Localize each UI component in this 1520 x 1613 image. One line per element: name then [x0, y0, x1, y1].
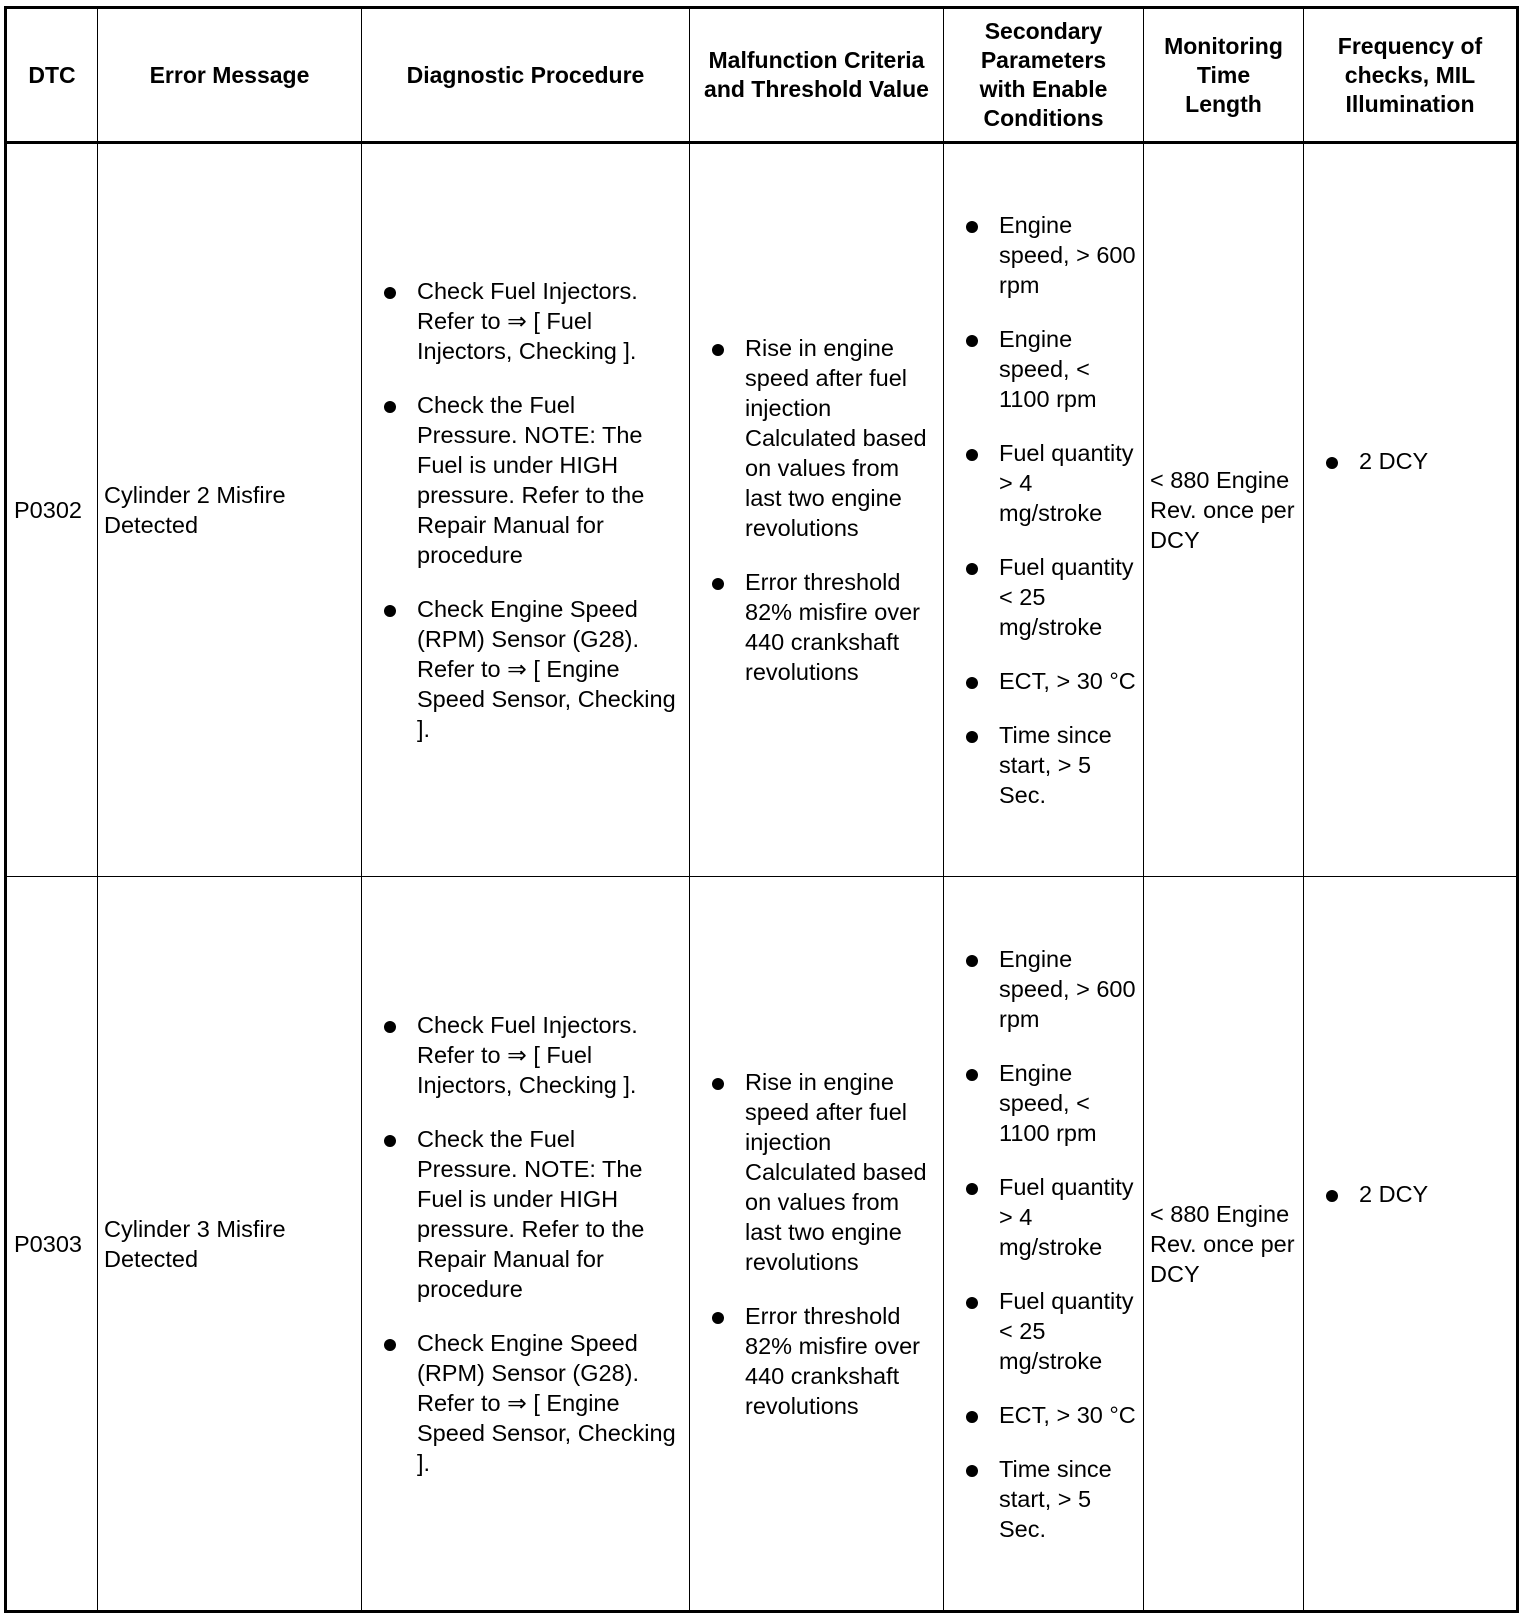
malfunction-criterion — [745, 1301, 937, 1421]
diagnostic-step-text: Check Fuel Injectors. Refer to ⇒ [ Fuel Injectors, Checking ]. — [417, 278, 638, 364]
dtc-table — [4, 6, 1519, 1613]
diagnostic-step — [417, 1010, 677, 1100]
header-frequency: Frequency of checks, MIL Illumination — [1304, 8, 1518, 143]
monitoring-time-cell: < 880 Engine Rev. once per DCY — [1144, 143, 1304, 877]
frequency-wrapper — [1304, 877, 1516, 1209]
diagnostic-step-text: Check the Fuel Pressure. NOTE: The Fuel is under HIGH pressure. Refer to the Repair Manual for procedure — [417, 1125, 645, 1302]
bullet-icon — [966, 955, 978, 967]
enable-condition-text: Fuel quantity < 25 mg/stroke — [999, 554, 1134, 640]
frequency-item-list — [1304, 446, 1516, 476]
bullet-icon — [384, 287, 396, 299]
diagnostic-step — [417, 1124, 677, 1304]
frequency-item-list — [1304, 1179, 1516, 1209]
bullet-icon — [966, 1297, 978, 1309]
enable-condition-text: Time since start, > 5 Sec. — [999, 722, 1112, 808]
enable-condition — [999, 1286, 1137, 1376]
header-malfunction-criteria: Malfunction Criteria and Threshold Value — [690, 8, 944, 143]
enable-condition-text: Time since start, > 5 Sec. — [999, 1455, 1112, 1542]
enable-condition — [999, 720, 1137, 810]
bullet-icon — [712, 1312, 724, 1324]
enable-condition-text: Engine speed, > 600 rpm — [999, 212, 1136, 298]
enable-condition-text: Fuel quantity > 4 mg/stroke — [999, 1173, 1134, 1260]
diagnostic-step-list — [362, 276, 689, 744]
enable-condition-text: ECT, > 30 °C — [999, 1401, 1136, 1428]
header-monitoring-time: Monitoring Time Length — [1144, 8, 1304, 143]
diagnostic-step-list — [362, 1010, 689, 1478]
malfunction-criteria-cell — [690, 877, 944, 1612]
frequency-cell — [1304, 143, 1518, 877]
bullet-icon — [966, 335, 978, 347]
bullet-icon — [384, 401, 396, 413]
enable-condition-list — [944, 210, 1143, 810]
bullet-icon — [384, 1339, 396, 1351]
malfunction-criterion-text: Rise in engine speed after fuel injection Calculated based on values from last two engine revolutions — [745, 1068, 927, 1275]
enable-condition — [999, 944, 1137, 1034]
enable-condition-text: Fuel quantity > 4 mg/stroke — [999, 440, 1134, 526]
bullet-icon — [966, 731, 978, 743]
enable-condition — [999, 438, 1137, 528]
enable-condition-text: Fuel quantity < 25 mg/stroke — [999, 1287, 1134, 1374]
bullet-icon — [966, 1183, 978, 1195]
diagnostic-procedure-cell — [362, 877, 690, 1612]
header-diagnostic-procedure: Diagnostic Procedure — [362, 8, 690, 143]
malfunction-criterion-text: Error threshold 82% misfire over 440 crankshaft revolutions — [745, 1302, 920, 1419]
frequency-item — [1359, 1179, 1516, 1209]
error-message-cell: Cylinder 3 Misfire Detected — [98, 877, 362, 1612]
bullet-icon — [1326, 1190, 1338, 1202]
malfunction-criterion-text: Error threshold 82% misfire over 440 crankshaft revolutions — [745, 569, 920, 685]
enable-condition-text: ECT, > 30 °C — [999, 668, 1136, 694]
error-message-cell: Cylinder 2 Misfire Detected — [98, 143, 362, 877]
enable-condition — [999, 210, 1137, 300]
monitoring-time-cell: < 880 Engine Rev. once per DCY — [1144, 877, 1304, 1612]
bullet-icon — [966, 1411, 978, 1423]
malfunction-criterion — [745, 567, 937, 687]
header-error-message: Error Message — [98, 8, 362, 143]
malfunction-criterion-list — [690, 1067, 943, 1421]
enable-condition — [999, 1454, 1137, 1544]
diagnostic-step — [417, 276, 677, 366]
header-dtc: DTC — [6, 8, 98, 143]
header-row — [6, 8, 1518, 143]
frequency-item-text: 2 DCY — [1359, 448, 1429, 474]
frequency-item — [1359, 446, 1516, 476]
bullet-icon — [712, 344, 724, 356]
dtc-cell: P0303 — [6, 877, 98, 1612]
bullet-icon — [1326, 457, 1338, 469]
bullet-icon — [384, 1021, 396, 1033]
frequency-cell — [1304, 877, 1518, 1612]
enable-condition — [999, 1172, 1137, 1262]
bullet-icon — [384, 605, 396, 617]
diagnostic-step-text: Check Engine Speed (RPM) Sensor (G28). Refer to ⇒ [ Engine Speed Sensor, Checking ]. — [417, 596, 676, 742]
malfunction-criteria-cell — [690, 143, 944, 877]
bullet-icon — [966, 677, 978, 689]
enable-condition-list — [944, 944, 1143, 1544]
enable-condition — [999, 666, 1137, 696]
header-secondary-parameters: Secondary Parameters with Enable Conditions — [944, 8, 1144, 143]
bullet-icon — [966, 1069, 978, 1081]
bullet-icon — [712, 578, 724, 590]
bullet-icon — [966, 563, 978, 575]
enable-condition — [999, 1400, 1137, 1430]
frequency-wrapper — [1304, 144, 1516, 476]
diagnostic-step-text: Check Engine Speed (RPM) Sensor (G28). Refer to ⇒ [ Engine Speed Sensor, Checking ]. — [417, 1329, 676, 1476]
malfunction-criterion — [745, 1067, 937, 1277]
enable-condition-text: Engine speed, < 1100 rpm — [999, 326, 1097, 412]
enable-condition — [999, 1058, 1137, 1148]
enable-condition — [999, 552, 1137, 642]
diagnostic-procedure-cell — [362, 143, 690, 877]
diagnostic-step — [417, 390, 677, 570]
enable-condition — [999, 324, 1137, 414]
bullet-icon — [966, 221, 978, 233]
secondary-parameters-cell — [944, 877, 1144, 1612]
diagnostic-step — [417, 594, 677, 744]
enable-condition-text: Engine speed, < 1100 rpm — [999, 1059, 1097, 1146]
table-row — [6, 143, 1518, 877]
bullet-icon — [712, 1078, 724, 1090]
malfunction-criterion-list — [690, 333, 943, 687]
diagnostic-step-text: Check Fuel Injectors. Refer to ⇒ [ Fuel Injectors, Checking ]. — [417, 1011, 638, 1098]
diagnostic-step — [417, 1328, 677, 1478]
secondary-parameters-cell — [944, 143, 1144, 877]
malfunction-criterion-text: Rise in engine speed after fuel injection Calculated based on values from last two engine revolutions — [745, 335, 927, 541]
malfunction-criterion — [745, 333, 937, 543]
table-row — [6, 877, 1518, 1612]
frequency-item-text: 2 DCY — [1359, 1181, 1429, 1207]
dtc-cell: P0302 — [6, 143, 98, 877]
diagnostic-step-text: Check the Fuel Pressure. NOTE: The Fuel is under HIGH pressure. Refer to the Repair Manual for procedure — [417, 392, 645, 568]
bullet-icon — [384, 1135, 396, 1147]
enable-condition-text: Engine speed, > 600 rpm — [999, 945, 1136, 1032]
bullet-icon — [966, 449, 978, 461]
bullet-icon — [966, 1465, 978, 1477]
